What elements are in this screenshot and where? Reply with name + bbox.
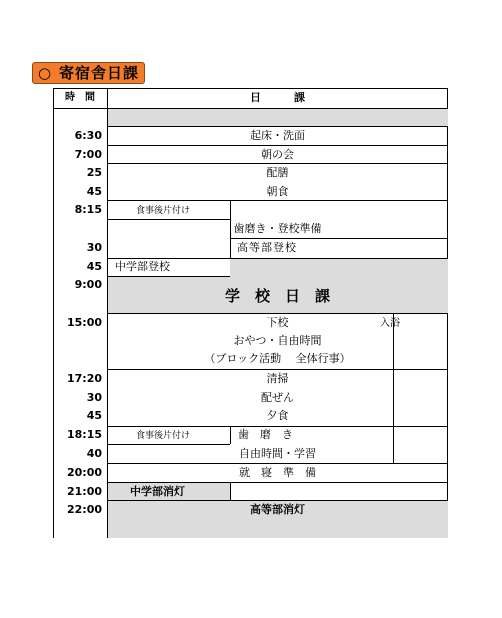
activity-serving-dinner: 配ぜん <box>261 391 294 404</box>
activity-snack-free-time: おやつ・自由時間 <box>233 334 322 347</box>
header-time: 時 間 <box>65 92 95 103</box>
time-label: 22:00 <box>66 503 102 516</box>
activity-free-study: 自由時間・学習 <box>239 447 316 460</box>
activity-dinner: 夕食 <box>266 409 289 422</box>
time-label: 40 <box>86 447 102 460</box>
page-title: 寄宿舎日課 <box>59 64 140 82</box>
time-label: 45 <box>86 409 102 422</box>
row-line <box>107 313 448 314</box>
activity-wake-up: 起床・洗面 <box>250 129 305 142</box>
activity-middle-school-depart: 中学部登校 <box>115 260 170 273</box>
activity-bed-prep: 就 寝 準 備 <box>239 466 316 479</box>
row-line <box>107 276 230 277</box>
time-label: 20:00 <box>66 466 102 479</box>
blank-shaded-row <box>107 108 448 126</box>
row-line <box>107 219 230 220</box>
time-label: 45 <box>86 260 102 273</box>
time-label: 7:00 <box>74 148 102 161</box>
row-line <box>107 444 230 445</box>
time-label: 21:00 <box>66 485 102 498</box>
activity-breakfast: 朝食 <box>266 185 289 198</box>
activity-brush-prepare: 歯磨き・登校準備 <box>233 222 322 235</box>
row-line <box>107 258 448 259</box>
activity-high-school-depart: 高等部登校 <box>237 241 297 254</box>
lights-out-divider <box>230 482 231 500</box>
time-label: 15:00 <box>66 316 102 329</box>
activity-brush-teeth: 歯 磨 き <box>238 428 293 441</box>
activity-cleaning: 清掃 <box>266 372 289 385</box>
activity-block-events: （ブロック活動 全体行事） <box>204 352 351 365</box>
row-line <box>107 482 448 483</box>
row-line <box>230 238 448 239</box>
activity-high-lights-out: 高等部消灯 <box>250 503 305 516</box>
activity-bath: 入浴 <box>380 318 400 329</box>
activity-cleanup-evening: 食事後片付け <box>136 431 191 441</box>
row-line <box>107 463 448 464</box>
activity-serving: 配膳 <box>266 166 289 179</box>
activity-morning-meeting: 朝の会 <box>261 148 294 161</box>
circle-marker-icon: ○ <box>38 64 52 82</box>
time-label: 8:15 <box>74 203 102 216</box>
time-label: 30 <box>86 391 102 404</box>
activity-leave-school: 下校 <box>266 316 289 329</box>
row-line <box>107 426 448 427</box>
row-line <box>107 163 448 164</box>
header-bottom-line <box>53 108 448 109</box>
time-label: 17:20 <box>66 372 102 385</box>
row-line <box>107 500 448 501</box>
row-line <box>107 145 448 146</box>
time-label: 30 <box>86 241 102 254</box>
row-line <box>107 126 448 127</box>
time-label: 18:15 <box>66 428 102 441</box>
row-line <box>107 369 448 370</box>
title-banner <box>32 62 145 84</box>
time-label: 25 <box>86 166 102 179</box>
cleanup-divider-2 <box>230 426 231 444</box>
depart-divider <box>230 238 231 258</box>
shade-fill <box>230 258 448 276</box>
activity-middle-lights-out: 中学部消灯 <box>130 485 185 498</box>
time-label: 6:30 <box>74 129 102 142</box>
activity-cleanup-morning: 食事後片付け <box>136 206 191 216</box>
header-schedule: 日 課 <box>250 91 305 104</box>
time-label: 45 <box>86 185 102 198</box>
time-label: 9:00 <box>74 278 102 291</box>
activity-school: 学 校 日 課 <box>224 287 330 305</box>
row-line <box>107 200 448 201</box>
